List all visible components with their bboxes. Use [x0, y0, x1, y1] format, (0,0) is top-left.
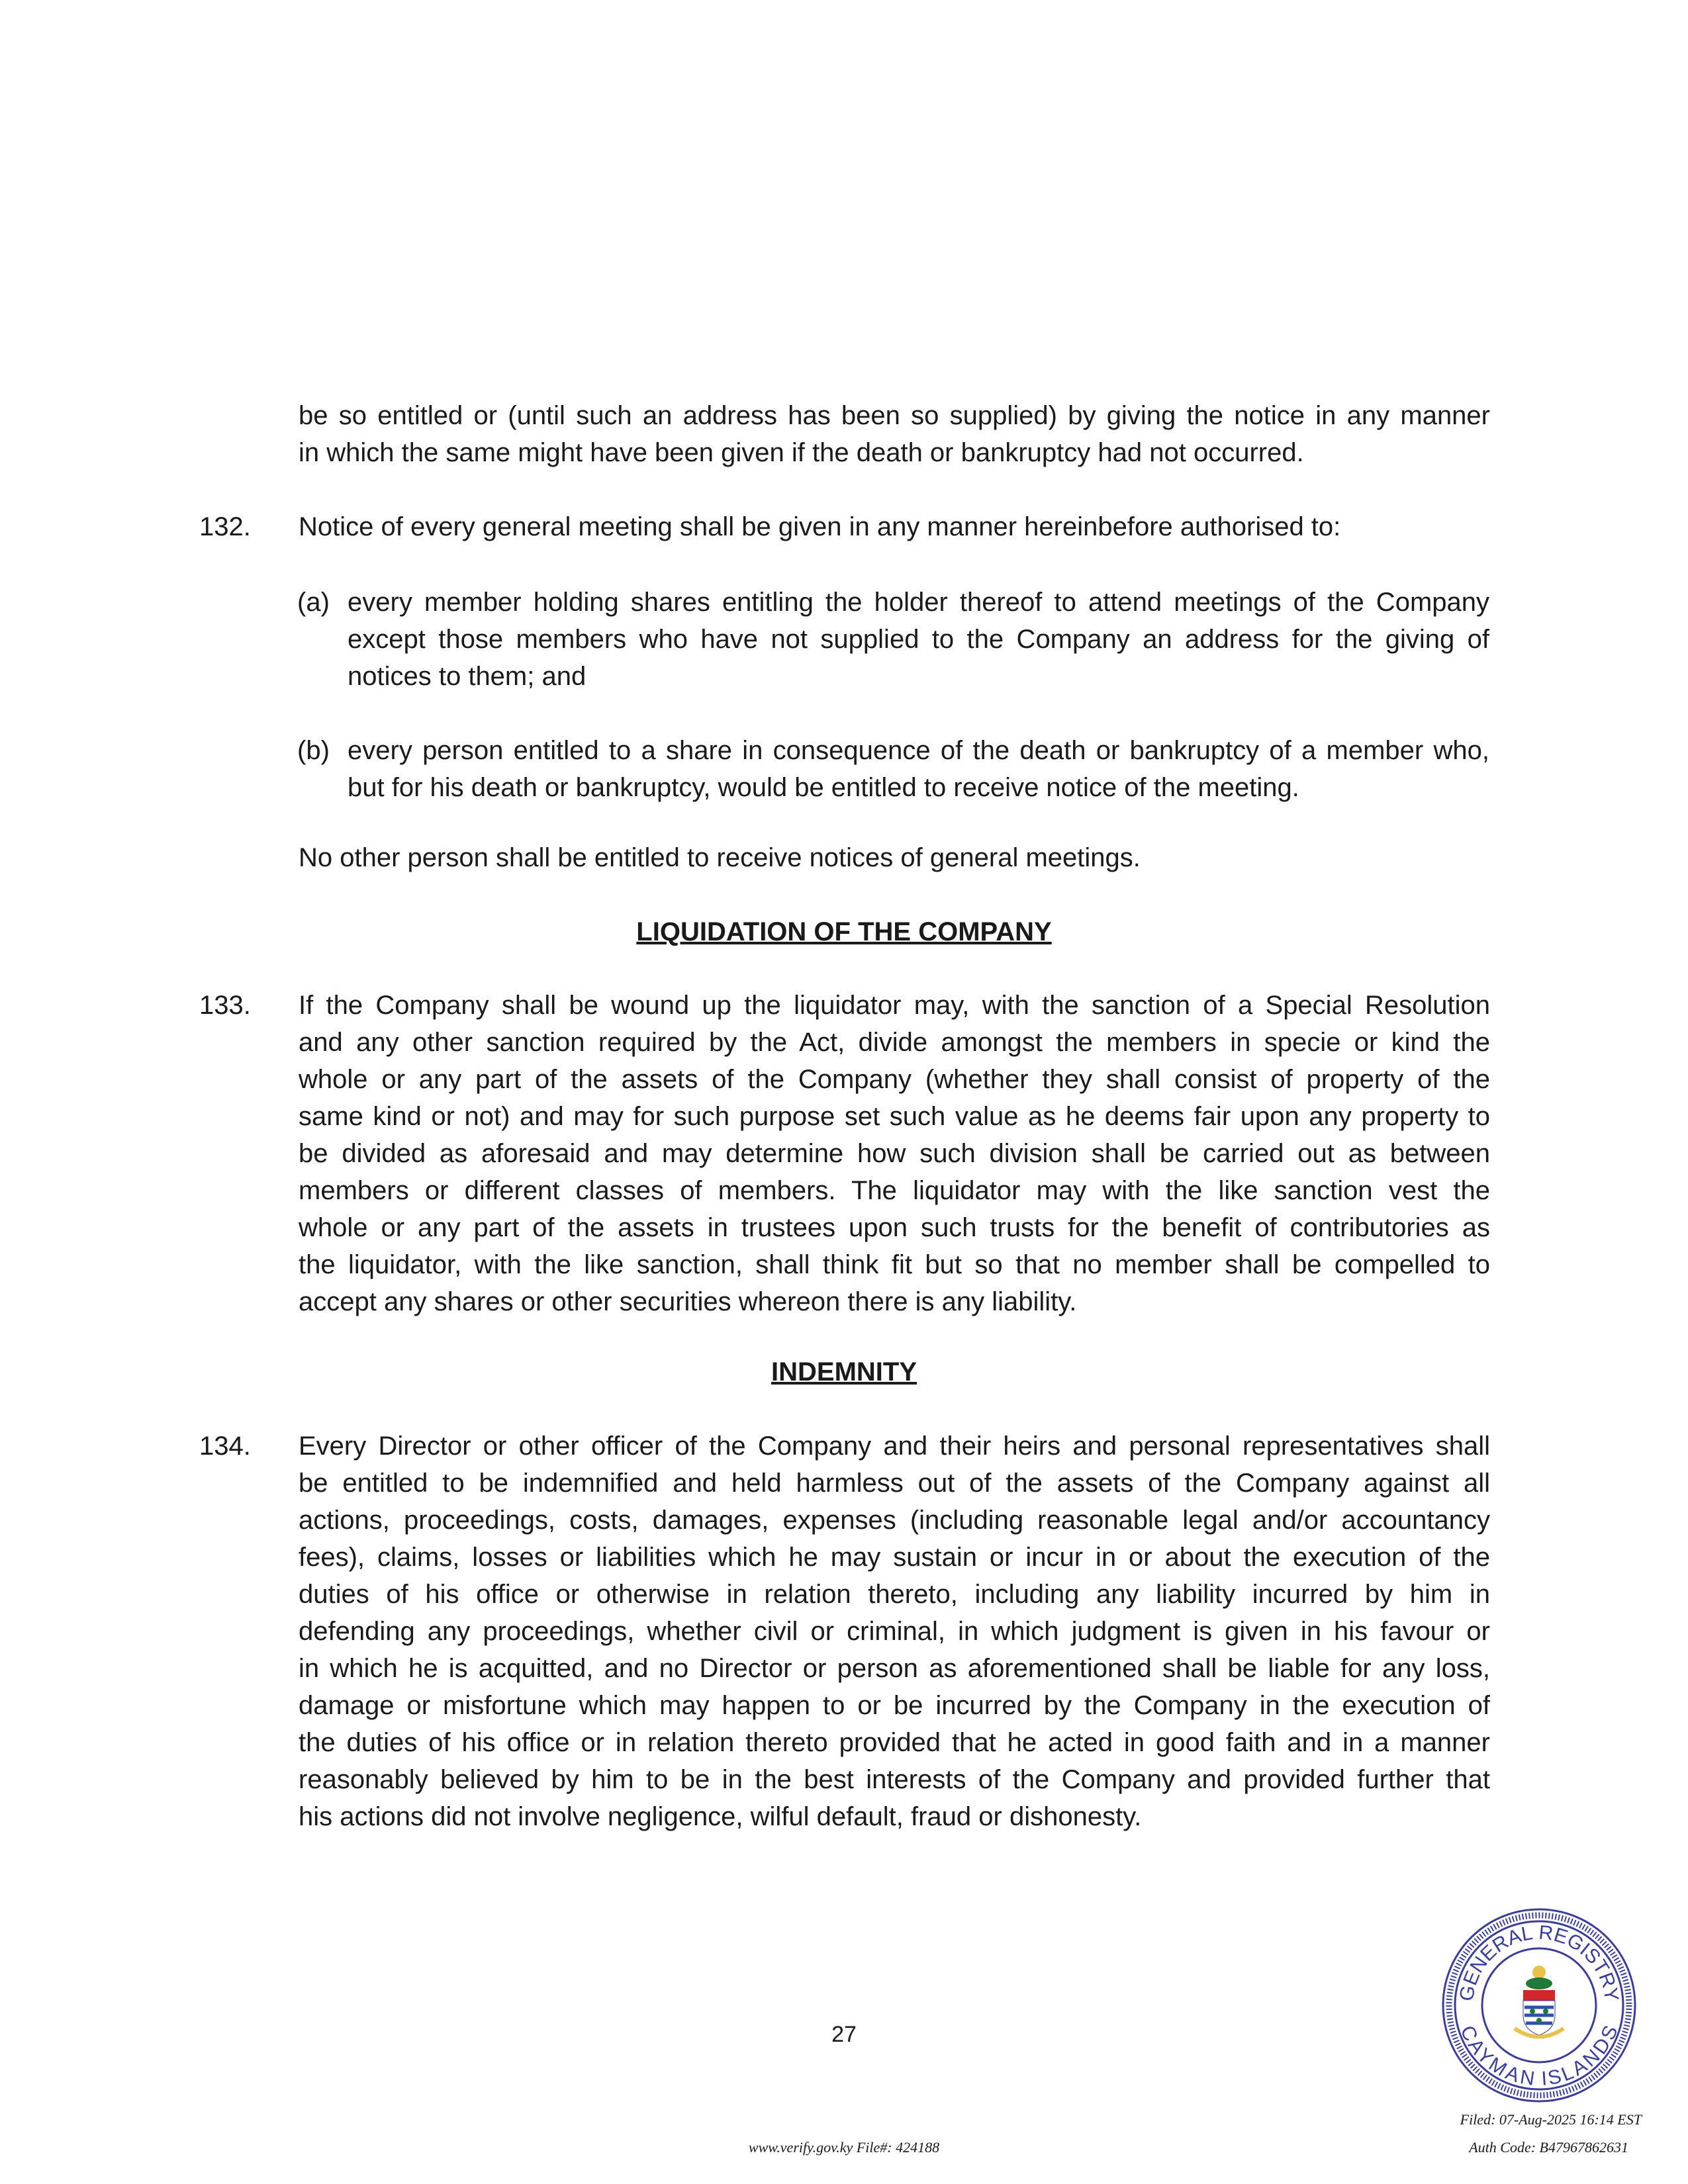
text-line: every person entitled to a share in consequence of the death or bankruptcy of a member who, [348, 736, 1489, 765]
text-line: Notice of every general meeting shall be given in any manner hereinbefore authorised to: [299, 512, 1341, 541]
text-line: every member holding shares entitling the holder thereof to attend meetings of the Company [348, 588, 1489, 617]
text-line: whole or any part of the assets of the Company (whether they shall consist of property of the [299, 1065, 1490, 1094]
text-line: fees), claims, losses or liabilities which he may sustain or incur in or about the execution of the [299, 1543, 1490, 1572]
text-line: in which the same might have been given if the death or bankruptcy had not occurred. [299, 438, 1304, 467]
clause-number: 133. [199, 991, 251, 1020]
text-line: damage or misfortune which may happen to or be incurred by the Company in the execution of [299, 1691, 1490, 1720]
item-label: (a) [297, 588, 330, 617]
auth-code: Auth Code: B47967862631 [1469, 2139, 1628, 2156]
text-line: but for his death or bankruptcy, would be entitled to receive notice of the meeting. [348, 773, 1299, 802]
clause-number: 132. [199, 512, 251, 541]
verify-url: www.verify.gov.ky File#: 424188 [748, 2139, 940, 2156]
text-line: be so entitled or (until such an address has been so supplied) by giving the notice in any manner [299, 401, 1490, 430]
clause-134-text [299, 1428, 1490, 1835]
seal-top-text: GENERAL REGISTRY [1455, 1921, 1623, 2003]
item-label: (b) [297, 736, 330, 765]
coat-of-arms-icon [1515, 1966, 1564, 2037]
text-line: duties of his office or otherwise in relation thereto, including any liability incurred by him in [299, 1580, 1490, 1609]
continuation-paragraph [299, 397, 1490, 471]
seal-bottom-text: CAYMAN ISLANDS [1456, 2022, 1622, 2090]
section-heading-liquidation: LIQUIDATION OF THE COMPANY [636, 917, 1052, 946]
text-line: notices to them; and [348, 662, 586, 691]
text-line: except those members who have not supplied to the Company an address for the giving of [348, 625, 1489, 654]
text-line: Every Director or other officer of the Company and their heirs and personal representatives shall [299, 1432, 1490, 1461]
clause-132-item-b [348, 732, 1489, 806]
text-line: be entitled to be indemnified and held harmless out of the assets of the Company against all [299, 1469, 1490, 1498]
clause-132-text [299, 508, 1490, 545]
text-line: his actions did not involve negligence, wilful default, fraud or dishonesty. [299, 1802, 1142, 1831]
text-line: reasonably believed by him to be in the best interests of the Company and provided further that [299, 1765, 1490, 1794]
clause-132-closing: No other person shall be entitled to receive notices of general meetings. [299, 843, 1141, 872]
text-line: the liquidator, with the like sanction, shall think fit but so that no member shall be compelled to [299, 1250, 1490, 1279]
text-line: and any other sanction required by the Act, divide amongst the members in specie or kind the [299, 1028, 1490, 1057]
text-line: be divided as aforesaid and may determine how such division shall be carried out as between [299, 1139, 1490, 1168]
filed-timestamp: Filed: 07-Aug-2025 16:14 EST [1460, 2111, 1642, 2128]
clause-132-item-a [348, 584, 1489, 695]
clause-133-text [299, 987, 1490, 1320]
text-line: whole or any part of the assets in trustees upon such trusts for the benefit of contributories as [299, 1213, 1490, 1242]
text-line: defending any proceedings, whether civil or criminal, in which judgment is given in his favour or [299, 1617, 1490, 1646]
text-line: in which he is acquitted, and no Director or person as aforementioned shall be liable for any loss, [299, 1654, 1490, 1683]
text-line: actions, proceedings, costs, damages, expenses (including reasonable legal and/or accountancy [299, 1506, 1490, 1535]
text-line: same kind or not) and may for such purpose set such value as he deems fair upon any property to [299, 1102, 1490, 1131]
text-line: accept any shares or other securities whereon there is any liability. [299, 1287, 1077, 1316]
clause-number: 134. [199, 1432, 251, 1461]
text-line: members or different classes of members. The liquidator may with the like sanction vest the [299, 1176, 1490, 1205]
text-line: the duties of his office or in relation thereto provided that he acted in good faith and in a manner [299, 1728, 1490, 1757]
section-heading-indemnity: INDEMNITY [771, 1357, 917, 1387]
page-number: 27 [831, 2022, 857, 2047]
general-registry-seal [1436, 1903, 1642, 2108]
text-line: If the Company shall be wound up the liquidator may, with the sanction of a Special Resolution [299, 991, 1490, 1020]
